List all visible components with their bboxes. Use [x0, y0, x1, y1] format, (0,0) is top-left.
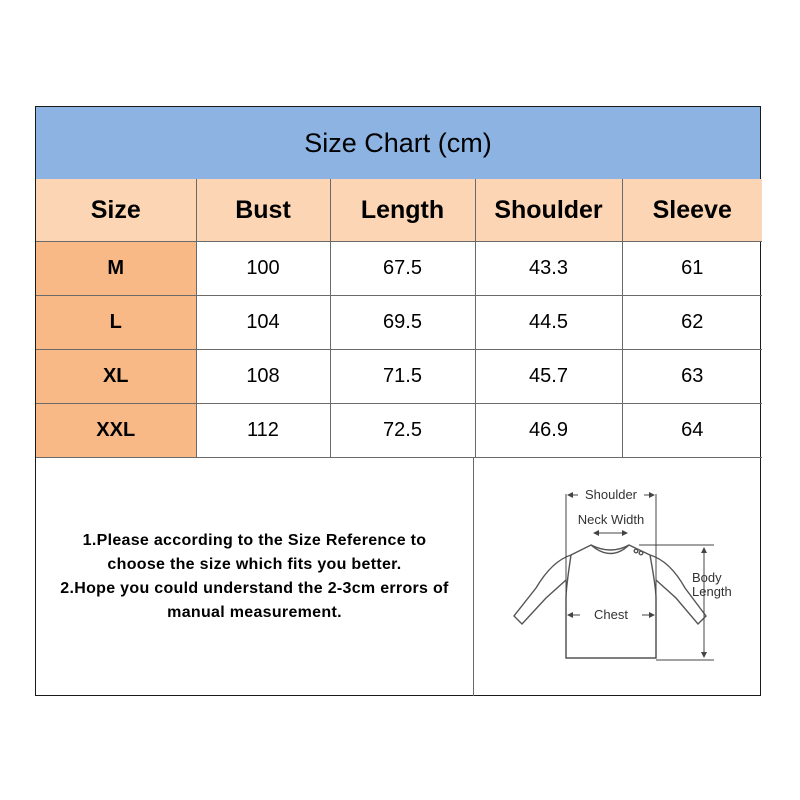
- column-header-bust: Bust: [196, 179, 330, 242]
- length-cell: 71.5: [330, 350, 475, 404]
- size-cell: XL: [36, 350, 196, 404]
- shoulder-cell: 45.7: [475, 350, 622, 404]
- size-notes: [36, 458, 474, 696]
- size-chart: [35, 106, 761, 696]
- shoulder-cell: 43.3: [475, 242, 622, 296]
- table-row: [36, 350, 762, 404]
- size-table: [36, 179, 762, 458]
- size-cell: XXL: [36, 404, 196, 458]
- measurement-diagram: [474, 458, 761, 696]
- length-cell: 72.5: [330, 404, 475, 458]
- note-line: choose the size which fits you better.: [107, 556, 402, 573]
- info-section: [36, 457, 760, 696]
- sleeve-cell: 64: [622, 404, 762, 458]
- bust-cell: 104: [196, 296, 330, 350]
- note-line: 1.Please according to the Size Reference to: [82, 532, 427, 549]
- length-cell: 69.5: [330, 296, 475, 350]
- chart-title: Size Chart (cm): [36, 107, 760, 180]
- note-line: 2.Hope you could understand the 2-3cm errors of: [60, 580, 449, 597]
- bust-cell: 100: [196, 242, 330, 296]
- body-length-label-2: Length: [692, 584, 732, 599]
- sleeve-cell: 62: [622, 296, 762, 350]
- sweater-icon: [514, 545, 706, 658]
- size-cell: L: [36, 296, 196, 350]
- shoulder-cell: 46.9: [475, 404, 622, 458]
- size-cell: M: [36, 242, 196, 296]
- body-length-label: Body: [692, 570, 722, 585]
- column-header-sleeve: Sleeve: [622, 179, 762, 242]
- sleeve-cell: 61: [622, 242, 762, 296]
- bust-cell: 108: [196, 350, 330, 404]
- shoulder-label: Shoulder: [584, 487, 638, 502]
- length-cell: 67.5: [330, 242, 475, 296]
- column-header-size: Size: [36, 179, 196, 242]
- neck-width-label: Neck Width: [577, 512, 645, 527]
- sweater-illustration: [474, 458, 761, 696]
- shoulder-cell: 44.5: [475, 296, 622, 350]
- table-row: [36, 404, 762, 458]
- sleeve-cell: 63: [622, 350, 762, 404]
- note-line: manual measurement.: [167, 604, 342, 621]
- table-row: [36, 296, 762, 350]
- column-header-shoulder: Shoulder: [475, 179, 622, 242]
- table-header-row: [36, 179, 762, 242]
- bust-cell: 112: [196, 404, 330, 458]
- column-header-length: Length: [330, 179, 475, 242]
- table-row: [36, 242, 762, 296]
- chest-label: Chest: [594, 607, 628, 622]
